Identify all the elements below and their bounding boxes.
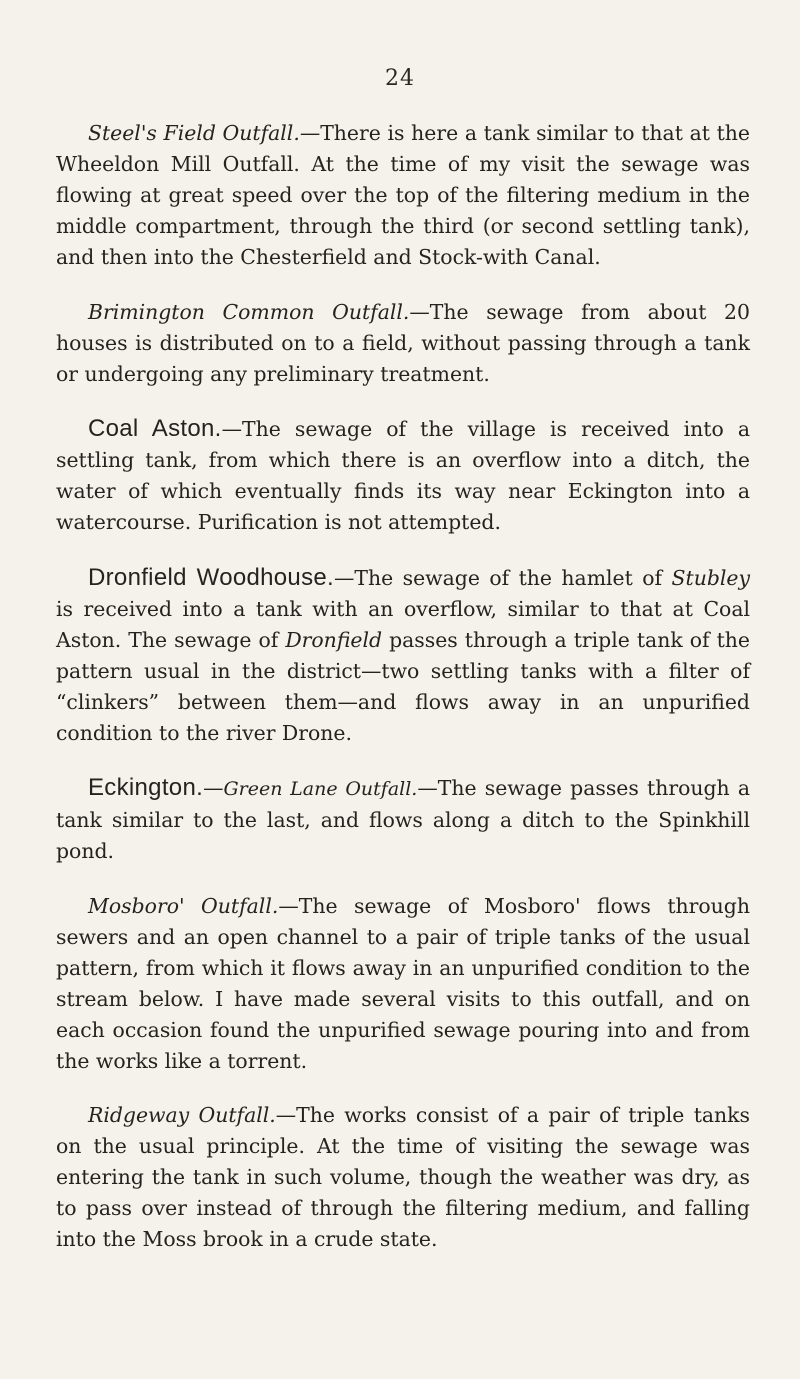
section-heading: Steel's Field Outfall.: [88, 121, 300, 145]
paragraph-steels-field-outfall: [56, 118, 750, 273]
page-number: 24: [385, 66, 415, 91]
section-heading: Ridgeway Outfall.: [88, 1103, 276, 1127]
place-name: Dronfield: [285, 627, 383, 652]
place-name: Stubley: [671, 565, 750, 590]
paragraph-text: is received into a tank with an overflow, similar to that at Coal Aston. The sewage of: [56, 596, 750, 652]
section-heading: Dronfield Woodhouse.: [88, 563, 334, 591]
paragraph-text: —The sewage of the village is received into a settling tank, from which there is an overflow into a ditch, the water of which eventually finds its way near Eckington into a watercourse. Purification is not attempted.: [56, 417, 750, 534]
body-text: [56, 118, 750, 1279]
paragraph-text: passes through a triple tank of the pattern usual in the district—two settling tanks with a filter of “clinkers” between them—and flows away in an unpurified condition to the river Drone.: [56, 627, 750, 745]
paragraph-text: —The sewage passes through a tank similar to the last, and flows along a ditch to the Spinkhill pond.: [56, 776, 751, 863]
paragraph-text: —There is here a tank similar to that at the Wheeldon Mill Outfall. At the time of my visit the sewage was flowing at great speed over the top of the filtering medium in the middle compartment, through the third (or second settling tank), and then into the Chesterfield and Stock-with Canal.: [56, 121, 750, 269]
section-heading: Eckington.: [88, 774, 204, 801]
paragraph-text: —: [203, 776, 224, 800]
section-heading: Mosboro' Outfall.: [88, 893, 279, 918]
subsection-heading: Green Lane Outfall.: [223, 778, 418, 800]
paragraph-text: —The sewage of Mosboro' flows through sewers and an open channel to a pair of triple tanks of the usual pattern, from which it flows away in an unpurified condition to the stream below. I have made several visits to this outfall, and on each occasion found the unpurified sewage pouring into and from the works like a torrent.: [56, 893, 750, 1073]
paragraph-brimington-common-outfall: [56, 297, 750, 390]
paragraph-mosboro-outfall: [56, 891, 750, 1077]
section-heading: Brimington Common Outfall.: [88, 299, 410, 324]
paragraph-text: —The sewage from about 20 houses is distributed on to a field, without passing through a tank or undergoing any preliminary treatment.: [56, 299, 751, 386]
section-heading: Coal Aston.: [88, 415, 222, 442]
paragraph-eckington: [56, 772, 750, 867]
paragraph-coal-aston: [56, 413, 750, 538]
paragraph-ridgeway-outfall: [56, 1100, 750, 1255]
paragraph-text: —The sewage of the hamlet of: [334, 565, 672, 590]
paragraph-text: —The works consist of a pair of triple tanks on the usual principle. At the time of visiting the sewage was entering the tank in such volume, though the weather was dry, as to pass over instead of through the filtering medium, and falling into the Moss brook in a crude state.: [56, 1103, 750, 1251]
paragraph-dronfield-woodhouse: [56, 562, 750, 749]
